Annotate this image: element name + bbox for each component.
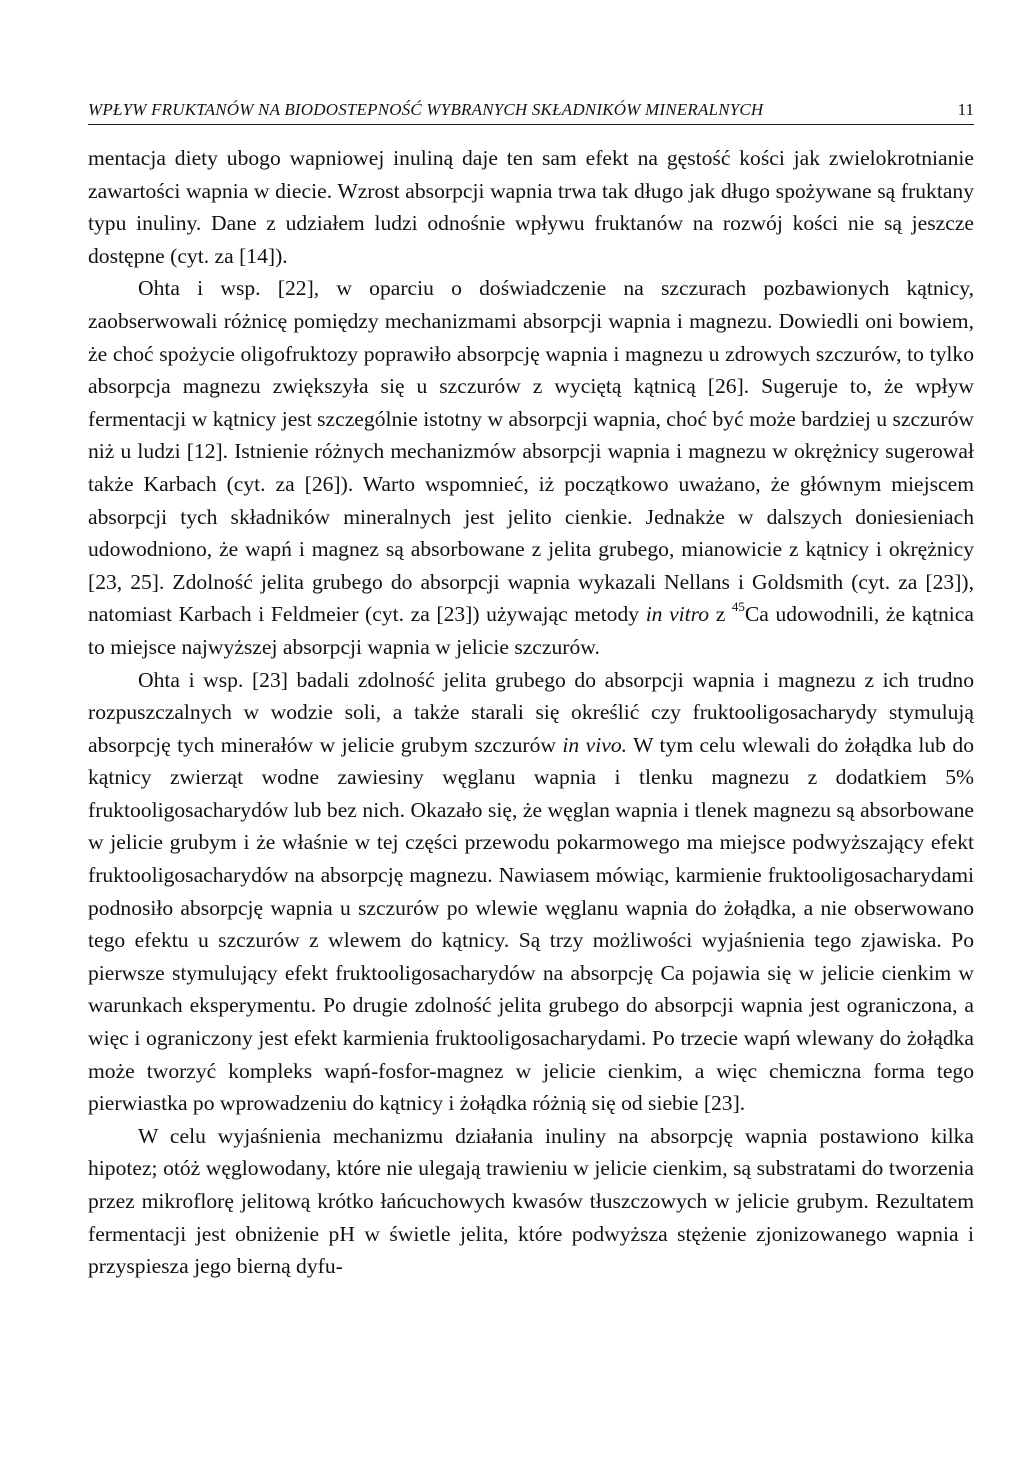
paragraph-2-text-c: Ca udowodnili, że kątnica to miejsce najwyższej absorpcji wapnia w jelicie szczurów.	[88, 602, 974, 659]
page-number: 11	[957, 100, 974, 119]
paragraph-1: mentacja diety ubogo wapniowej inuliną daje ten sam efekt na gęstość kości jak zwielokrotnianie zawartości wapnia w diecie. Wzrost absorpcji wapnia trwa tak długo jak długo spożywane są fruktany typu inuliny. Dane z udziałem ludzi odnośnie wpływu fruktanów na rozwój kości nie są jeszcze dostępne (cyt. za [14]).	[88, 146, 974, 268]
paragraph-3-text-b: W tym celu wlewali do żołądka lub do kątnicy zwierząt wodne zawiesiny węglanu wapnia i tlenku magnezu z dodatkiem 5% fruktooligosacharydów lub bez nich. Okazało się, że węglan wapnia i tlenek magnezu są absorbowane w jelicie grubym i że właśnie w tej części przewodu pokarmowego ma miejsce podwyższający efekt fruktooligosacharydów na absorpcję magnezu. Nawiasem mówiąc, karmienie fruktooligosacharydami podnosiło absorpcję wapnia u szczurów po wlewie węglanu wapnia do żołądka, a nie obserwowano tego efektu u szczurów z wlewem do kątnicy. Są trzy możliwości wyjaśnienia tego zjawiska. Po pierwsze stymulujący efekt fruktooligosacharydów na absorpcję Ca pojawia się w jelicie cienkim w warunkach eksperymentu. Po drugie zdolność jelita grubego do absorpcji wapnia jest ograniczona, a więc i ograniczony jest efekt karmienia fruktooligosacharydami. Po trzecie wapń wlewany do żołądka może tworzyć kompleks wapń-fosfor-magnez w jelicie cienkim, a więc chemiczna forma tego pierwiastka po wprowadzeniu do kątnicy i żołądka różnią się od siebie [23].	[88, 732, 975, 1116]
paragraph-2-italic: in vitro	[645, 602, 710, 627]
running-header	[88, 100, 974, 125]
paragraph-3	[88, 664, 974, 1120]
isotope-superscript: 45	[731, 599, 745, 615]
paragraph-3-italic: in vivo.	[562, 732, 628, 757]
paragraph-2	[88, 272, 974, 663]
paragraph-2-text-a: Ohta i wsp. [22], w oparciu o doświadczenie na szczurach pozbawionych kątnicy, zaobserwowali różnicę pomiędzy mechanizmami absorpcji wapnia i magnezu. Dowiedli oni bowiem, że choć spożycie oligofruktozy poprawiło absorpcję wapnia i magnezu u zdrowych szczurów, to tylko absorpcja magnezu zwiększyła się u szczurów z wyciętą kątnicą [26]. Sugeruje to, że wpływ fermentacji w kątnicy jest szczególnie istotny w absorpcji wapnia, choć być może bardziej u szczurów niż u ludzi [12]. Istnienie różnych mechanizmów absorpcji wapnia i magnezu w okrężnicy sugerował także Karbach (cyt. za [26]). Warto wspomnieć, iż początkowo uważano, że głównym miejscem absorpcji tych składników mineralnych jest jelito cienkie. Jednakże w dalszych doniesieniach udowodniono, że wapń i magnez są absorbowane z jelita grubego, mianowicie z kątnicy i okrężnicy [23, 25]. Zdolność jelita grubego do absorpcji wapnia wykazali Nellans i Goldsmith (cyt. za [23]), natomiast Karbach i Feldmeier (cyt. za [23]) używając metody	[88, 276, 974, 627]
paragraph-3-text-a: Ohta i wsp. [23] badali zdolność jelita grubego do absorpcji wapnia i magnezu z ich trudno rozpuszczalnych w wodzie soli, a także starali się określić czy fruktooligosacharydy stymulują absorpcję tych minerałów w jelicie grubym szczurów	[88, 667, 974, 757]
running-title: WPŁYW FRUKTANÓW NA BIODOSTEPNOŚĆ WYBRANYCH SKŁADNIKÓW MINERALNYCH	[88, 100, 764, 119]
paragraph-2-text-b: z	[715, 602, 726, 627]
paragraph-4: W celu wyjaśnienia mechanizmu działania inuliny na absorpcję wapnia postawiono kilka hipotez; otóż węglowodany, które nie ulegają trawieniu w jelicie cienkim, są substratami do tworzenia przez mikroflorę jelitową krótko łańcuchowych kwasów tłuszczowych w jelicie grubym. Rezultatem fermentacji jest obniżenie pH w świetle jelita, które podwyższa stężenie zjonizowanego wapnia i przyspiesza jego bierną dyfu-	[88, 1123, 974, 1279]
page-body	[88, 142, 974, 1283]
